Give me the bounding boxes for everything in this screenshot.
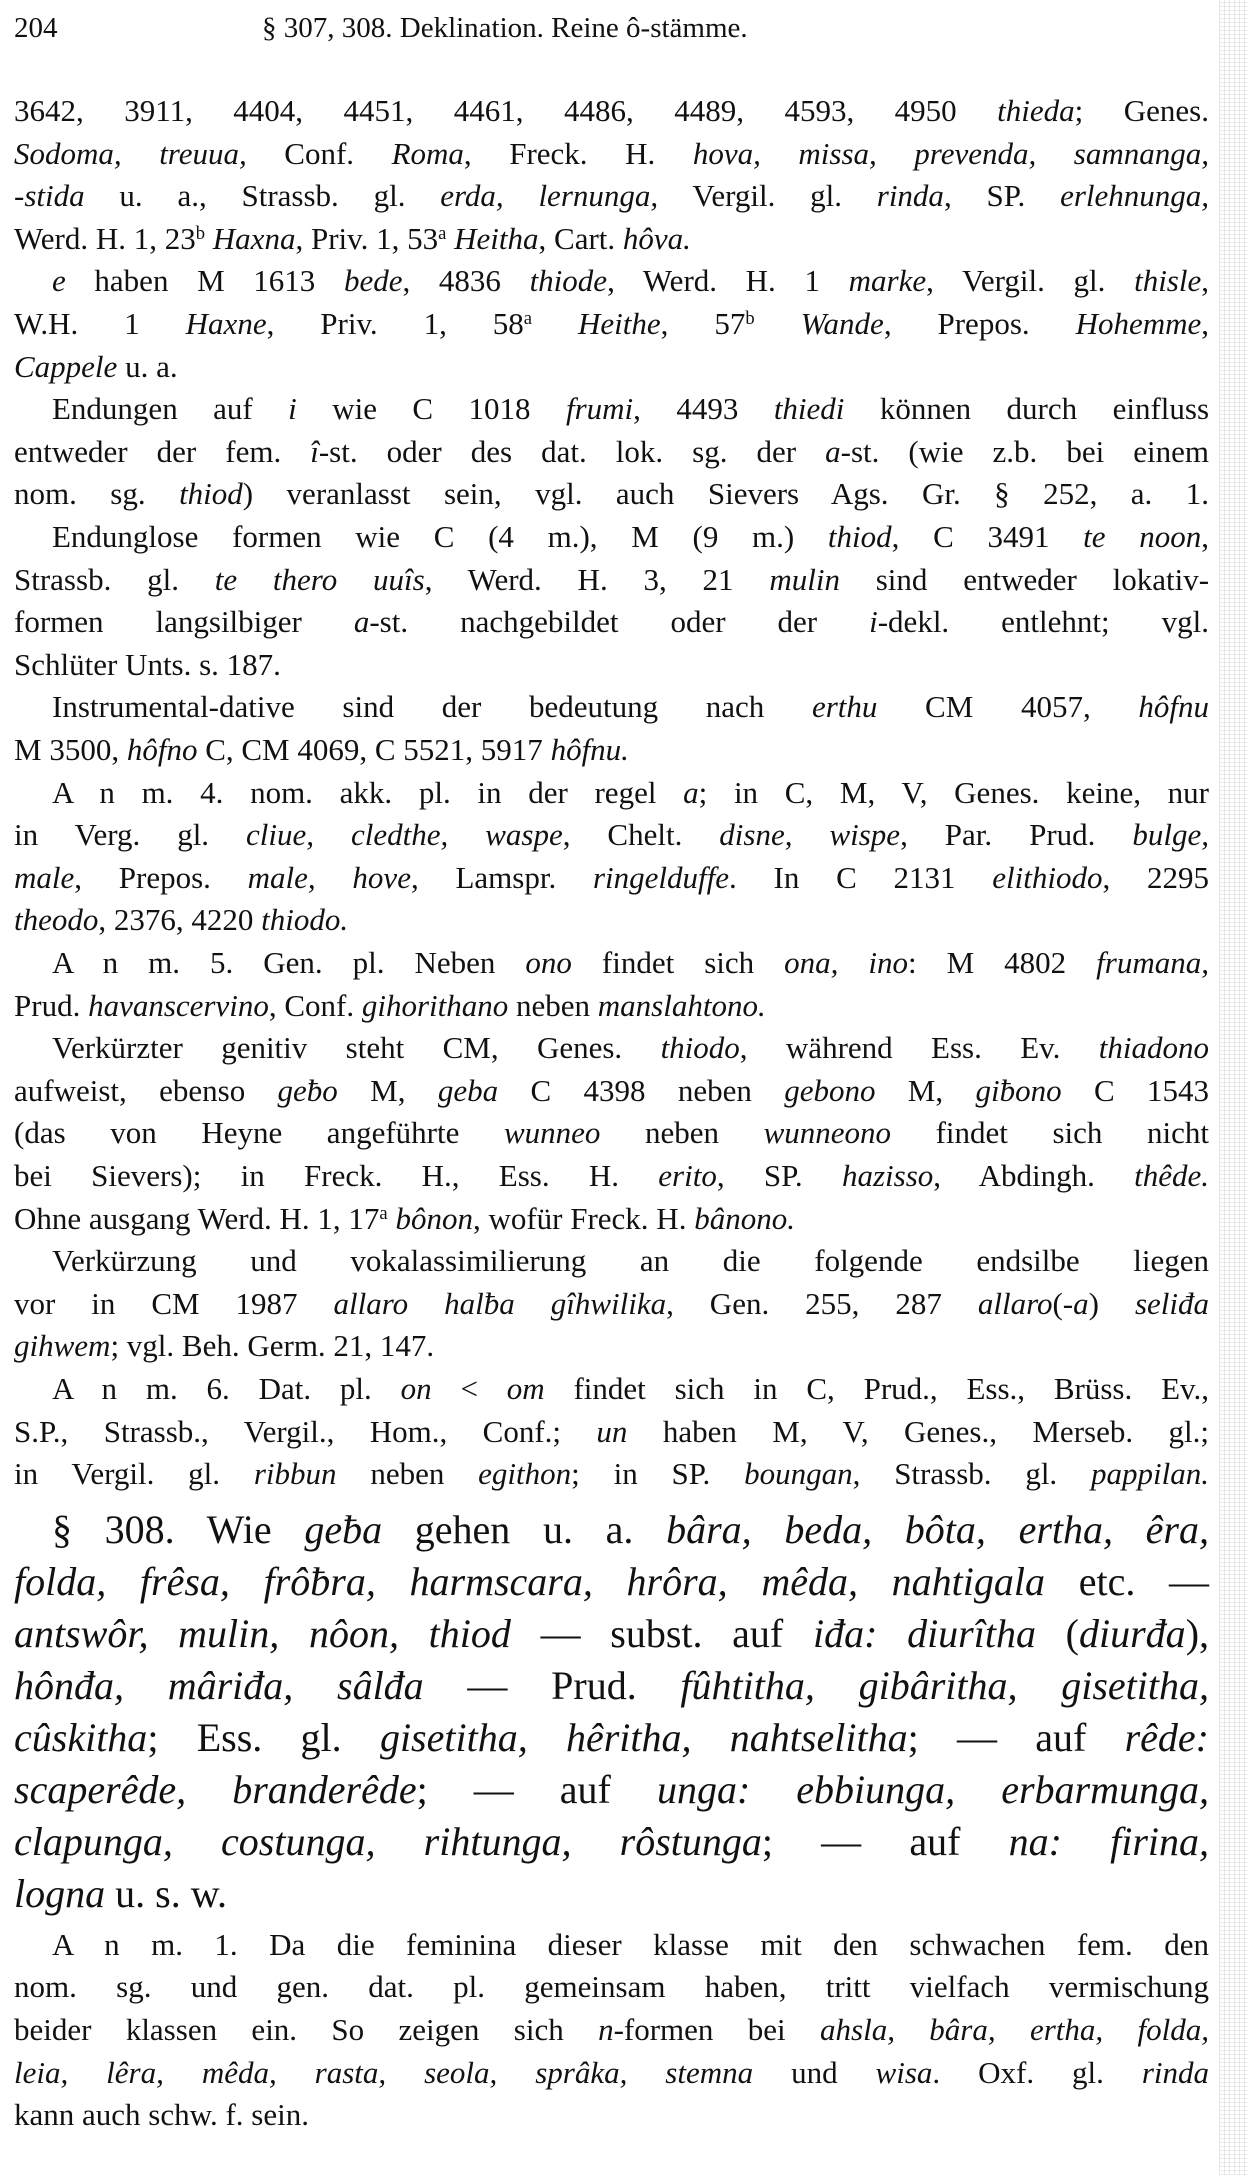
text-run: ; — auf (761, 1818, 1009, 1864)
text-run: A n m. 6. Dat. pl. (52, 1371, 401, 1406)
text-run: bei Sievers); in Freck. H., Ess. H. (14, 1158, 659, 1193)
italic-term: om (506, 1371, 545, 1406)
italic-term: thiode (529, 263, 608, 299)
italic-term: theodo (14, 902, 99, 938)
text-run: , 57 (660, 306, 746, 341)
text-run: < (431, 1371, 507, 1406)
text-run: . In C 2131 (729, 859, 993, 895)
text-run: , Vergil. gl. (926, 263, 1135, 299)
italic-term: wunneo (503, 1115, 601, 1151)
text-line (14, 1453, 1209, 1495)
text-line (14, 1112, 1209, 1154)
text-line (52, 942, 1209, 984)
italic-term: thiedi (773, 391, 845, 427)
text-run: formen langsilbiger (14, 604, 354, 640)
italic-term: thiod (179, 476, 243, 512)
italic-term: male (14, 859, 75, 895)
italic-term: ona, ino (784, 945, 908, 980)
text-line (14, 729, 1209, 771)
text-line (14, 2094, 1209, 2136)
text-run: ) veranlasst sein, vgl. auch Sievers Ags. Gr. § 252, a. 1. (242, 476, 1209, 512)
text-run: ( (1035, 1610, 1079, 1656)
text-run: , Strassb. gl. (852, 1456, 1091, 1492)
text-run: findet sich nicht (891, 1115, 1209, 1151)
text-line (14, 1070, 1209, 1112)
italic-term: -stida (14, 178, 85, 214)
italic-term: scaperêde, branderêde (14, 1766, 417, 1812)
italic-term: manslahtono. (597, 987, 766, 1023)
italic-term: thieda (997, 93, 1075, 128)
text-run: Verkürzung und vokalassimilierung an die folgende endsilbe liegen (52, 1243, 1209, 1279)
text-run: ; — auf (907, 1714, 1125, 1760)
italic-term: thiadono (1098, 1030, 1210, 1066)
text-run: , SP. (716, 1158, 842, 1193)
italic-term: rêde: (1124, 1714, 1210, 1760)
italic-term: Heitha (454, 220, 539, 256)
text-run: — Prud. (423, 1662, 681, 1708)
text-run: M 3500, (14, 732, 127, 767)
section-308-line (14, 1556, 1209, 1608)
text-run: CM 4057, (877, 689, 1139, 725)
italic-term: n (598, 2012, 614, 2047)
text-run: neben (508, 987, 598, 1023)
text-run: , Gen. 255, 287 (666, 1285, 978, 1321)
text-line (52, 1924, 1209, 1966)
text-run: ; in SP. (571, 1456, 745, 1492)
text-run: A n m. 1. Da die feminina dieser klasse mit den schwachen fem. den (52, 1926, 1209, 1962)
italic-term: thêde. (1134, 1158, 1209, 1193)
text-line (14, 2009, 1209, 2051)
italic-term: Haxne (185, 306, 267, 341)
italic-term: bulge, (1132, 817, 1209, 853)
italic-term: allaro halƀa gîhwilika (333, 1285, 667, 1321)
italic-term: cliue, cledthe, waspe (246, 817, 563, 853)
text-line (14, 303, 1209, 345)
superscript: b (195, 222, 206, 244)
text-run: können durch einfluss (844, 391, 1210, 427)
text-line (14, 857, 1209, 899)
text-run: C, CM 4069, C 5521, 5917 (197, 732, 551, 767)
italic-term: a (825, 433, 841, 469)
text-run: , C 3491 (891, 519, 1084, 554)
running-header (14, 8, 1209, 48)
italic-term: gisetitha, hêritha, nahtselitha (379, 1714, 908, 1760)
text-run: , Abdingh. (933, 1158, 1135, 1193)
text-run: ; Genes. (1074, 93, 1209, 128)
superscript: a (379, 1202, 388, 1224)
text-line (14, 473, 1209, 515)
italic-term: antswôr, mulin, nôon, thiod (14, 1610, 511, 1656)
text-run: wie C 1018 (296, 391, 566, 427)
italic-term: te noon (1083, 519, 1202, 554)
text-run: Werd. H. 1, 23 (14, 220, 196, 256)
text-run: beider klassen ein. So zeigen sich (14, 2012, 599, 2047)
text-run: Verkürzter genitiv steht CM, Genes. (52, 1030, 661, 1066)
italic-term: î (310, 433, 319, 469)
section-308-line (52, 1504, 1209, 1556)
text-run: Conf. (246, 135, 392, 171)
text-run (205, 221, 213, 256)
text-run (755, 306, 801, 341)
text-run: -st. (wie z.b. bei einem (840, 433, 1209, 469)
text-run: , Lamspr. (410, 859, 593, 895)
italic-term: bânono. (694, 1200, 795, 1236)
text-line (14, 899, 1209, 941)
italic-term: un (596, 1413, 628, 1449)
text-line (52, 1368, 1209, 1410)
italic-term: egithon (478, 1456, 572, 1492)
text-run: , Freck. H. (463, 135, 693, 171)
italic-term: leia, lêra, mêda, rasta, seola, sprâka, stemna (14, 2054, 754, 2090)
italic-term: bâra, beda, bôta, ertha, êra, (666, 1506, 1210, 1552)
text-run: ; vgl. Beh. Germ. 21, 147. (110, 1328, 435, 1364)
italic-term: erlehnunga, (1060, 178, 1210, 214)
italic-term: disne, wispe (719, 817, 901, 853)
text-run: M, (337, 1072, 438, 1108)
italic-term: Haxna (212, 220, 296, 256)
text-run: , Prepos. (74, 859, 248, 895)
text-run: u. a. (117, 348, 178, 384)
text-run: : M 4802 (908, 945, 1097, 980)
text-line (52, 686, 1209, 728)
text-run: , Werd. H. 1 (607, 263, 849, 299)
italic-term: frumana, (1096, 945, 1209, 980)
text-run: (- (1052, 1285, 1074, 1321)
text-run: C 1543 (1061, 1072, 1209, 1108)
section-308-line (14, 1712, 1209, 1764)
text-run: neben (336, 1456, 479, 1492)
italic-term: gihwem (14, 1328, 111, 1364)
italic-term: wunneono (763, 1115, 892, 1151)
italic-term: ono (525, 945, 572, 980)
italic-term: a (1073, 1285, 1089, 1321)
section-308-line (14, 1816, 1209, 1868)
text-line (52, 1240, 1209, 1282)
italic-term: geba (437, 1072, 499, 1108)
italic-term: i (288, 391, 297, 427)
italic-term: hônđa, mâriđa, sâlđa (14, 1662, 424, 1708)
italic-term: thiod (827, 519, 892, 554)
text-run (532, 306, 578, 341)
text-run: M, (875, 1072, 976, 1108)
text-run: — subst. auf (510, 1610, 813, 1656)
italic-term: Sodoma, treuua, (14, 135, 247, 171)
text-line (52, 388, 1209, 430)
text-run: und (753, 2054, 876, 2090)
text-run: , 2295 (1102, 859, 1210, 895)
text-run: A n m. 5. Gen. pl. Neben (52, 945, 526, 980)
text-run: § 308. Wie (52, 1506, 305, 1552)
text-line (14, 814, 1209, 856)
italic-term: Wande (800, 306, 884, 341)
italic-term: frumi (565, 391, 634, 427)
text-line (14, 1155, 1209, 1197)
text-run: A n m. 4. nom. akk. pl. in der regel (52, 774, 684, 810)
italic-term: unga: ebbiunga, erbarmunga, (656, 1766, 1209, 1812)
italic-term: marke (848, 263, 927, 299)
italic-term: iđa: diurîtha (812, 1610, 1036, 1656)
text-run: neben (600, 1115, 764, 1151)
text-run: 3642, 3911, 4404, 4451, 4461, 4486, 4489, 4593, 4950 (14, 93, 998, 128)
text-line (14, 559, 1209, 601)
italic-term: hova, missa, prevenda, samnanga, (692, 135, 1209, 171)
italic-term: Cappele (14, 348, 118, 384)
text-run: findet sich (571, 945, 785, 980)
italic-term: fûhtitha, gibâritha, gisetitha, (680, 1662, 1209, 1708)
text-line (14, 2052, 1209, 2094)
italic-term: hôva. (622, 220, 691, 256)
page-edge-scan-noise (1219, 0, 1247, 2175)
italic-term: na: firina, (1008, 1818, 1209, 1864)
text-line (14, 1198, 1209, 1240)
section-308-line (14, 1764, 1209, 1816)
italic-term: gihorithano (361, 987, 509, 1023)
text-run: Schlüter Unts. s. 187. (14, 646, 281, 682)
italic-term: allaro (977, 1285, 1053, 1321)
italic-term: ribbun (253, 1456, 337, 1492)
text-run: nom. sg. (14, 476, 180, 512)
text-run: Ohne ausgang Werd. H. 1, 17 (14, 1200, 380, 1236)
text-run: Instrumental-dative sind der bedeutung nach (52, 689, 812, 725)
italic-term: erthu (811, 689, 878, 725)
text-run: , Cart. (538, 220, 623, 256)
text-run: ) (1088, 1285, 1135, 1321)
text-run: , 4836 (402, 263, 530, 299)
text-run (446, 221, 454, 256)
text-run: (das von Heyne angeführte (14, 1115, 504, 1151)
text-line (52, 1027, 1209, 1069)
text-run: . Oxf. gl. (932, 2054, 1142, 2090)
text-run: ; in C, M, V, Genes. keine, nur (698, 774, 1209, 810)
text-run: etc. — (1045, 1558, 1209, 1604)
text-run: S.P., Strassb., Vergil., Hom., Conf.; (14, 1413, 597, 1449)
text-run: u. s. w. (105, 1870, 227, 1916)
section-308-line (14, 1660, 1209, 1712)
superscript: b (745, 307, 755, 329)
italic-term: a (353, 604, 370, 640)
italic-term: rinda (876, 178, 944, 214)
italic-term: folda, frêsa, frôƀra, harmscara, hrôra, mêda, nahtigala (14, 1558, 1046, 1604)
italic-term: rinda (1141, 2054, 1210, 2090)
text-line (14, 1411, 1209, 1453)
section-308-line (14, 1608, 1209, 1660)
italic-term: cûskitha (14, 1714, 148, 1760)
running-title: § 307, 308. Deklination. Reine ô-stämme. (262, 12, 748, 44)
italic-term: havanscervino (88, 987, 269, 1023)
text-run: nom. sg. und gen. dat. pl. gemeinsam haben, tritt vielfach vermischung (14, 1969, 1209, 2005)
text-run: W.H. 1 (14, 306, 186, 341)
italic-term: hôfnu. (550, 732, 629, 767)
italic-term: pappilan. (1091, 1456, 1209, 1492)
text-run: , wofür Freck. H. (472, 1200, 695, 1236)
text-line (14, 1325, 1209, 1367)
text-run: C 4398 neben (498, 1072, 785, 1108)
section-308-line (14, 1868, 1209, 1920)
text-run: ; — auf (416, 1766, 657, 1812)
text-run: haben M 1613 (65, 263, 344, 299)
italic-term: ringelduffe (592, 859, 730, 895)
text-run: , (1201, 306, 1210, 341)
italic-term: elithiodo (992, 859, 1103, 895)
text-run: Prud. (14, 987, 89, 1023)
text-line (14, 431, 1209, 473)
italic-term: bônon (395, 1200, 473, 1236)
italic-term: e (52, 263, 66, 299)
italic-term: ahsla, bâra, ertha, folda, (820, 2012, 1210, 2047)
text-run: in Vergil. gl. (14, 1456, 254, 1492)
italic-term: te thero uuîs (214, 561, 425, 597)
text-run: , Priv. 1, 58 (266, 306, 524, 341)
text-line (52, 516, 1209, 558)
text-line (14, 133, 1209, 175)
text-run: -formen bei (613, 2012, 821, 2047)
text-run: , Priv. 1, 53 (295, 220, 439, 256)
text-run: Vergil. gl. (658, 178, 877, 214)
italic-term: giƀono (975, 1072, 1062, 1108)
text-run: , SP. (943, 178, 1061, 214)
italic-term: geƀa (304, 1506, 383, 1552)
text-line (14, 346, 1209, 388)
text-run: in Verg. gl. (14, 817, 247, 853)
text-run: vor in CM 1987 (14, 1285, 334, 1321)
text-run: , Conf. (268, 987, 362, 1023)
text-run: , während Ess. Ev. (739, 1030, 1099, 1066)
text-run: -st. nachgebildet oder der (369, 604, 870, 640)
text-run: haben M, V, Genes., Merseb. gl.; (627, 1413, 1209, 1449)
text-line (14, 601, 1209, 643)
text-run: ; Ess. gl. (147, 1714, 380, 1760)
superscript: a (438, 222, 447, 244)
text-run: , (1201, 263, 1209, 299)
italic-term: logna (14, 1870, 106, 1916)
italic-term: thisle (1134, 263, 1202, 299)
text-run: gehen u. a. (382, 1506, 667, 1552)
text-run: , Prepos. (883, 306, 1076, 341)
text-line (14, 644, 1209, 686)
text-run: , 2376, 4220 (98, 902, 262, 938)
italic-term: wisa (875, 2054, 933, 2090)
italic-term: Heithe (578, 306, 661, 341)
text-run: Endunglose formen wie C (4 m.), M (9 m.) (52, 519, 828, 554)
italic-term: i (869, 604, 878, 640)
text-run: , Chelt. (562, 817, 720, 853)
text-run: findet sich in C, Prud., Ess., Brüss. Ev., (544, 1371, 1209, 1406)
text-run: ), (1185, 1610, 1210, 1656)
text-run: , Werd. H. 3, 21 (424, 561, 770, 597)
italic-term: gebono (784, 1072, 876, 1108)
text-run: -st. oder des dat. lok. sg. der (318, 433, 826, 469)
italic-term: a (683, 774, 699, 810)
superscript: a (523, 307, 533, 329)
italic-term: erito (658, 1158, 717, 1193)
text-line (52, 772, 1209, 814)
italic-term: diurđa (1079, 1610, 1186, 1656)
italic-term: hôfnu (1138, 689, 1209, 725)
text-run: -dekl. entlehnt; vgl. (877, 604, 1209, 640)
text-run: , 4493 (633, 391, 774, 427)
text-run: aufweist, ebenso (14, 1072, 278, 1108)
text-run: entweder der fem. (14, 433, 311, 469)
text-line (14, 218, 1209, 260)
text-line (14, 175, 1209, 217)
text-line (14, 1966, 1209, 2008)
italic-term: thiodo. (261, 902, 349, 938)
page-number: 204 (14, 12, 58, 44)
text-run: kann auch schw. f. sein. (14, 2097, 309, 2133)
italic-term: hôfno (126, 732, 198, 767)
italic-term: mulin (769, 561, 840, 597)
italic-term: seliđa (1134, 1285, 1209, 1321)
text-run: sind entweder lokativ- (839, 561, 1210, 597)
text-run: , (1201, 519, 1209, 554)
text-line (14, 985, 1209, 1027)
italic-term: male, hove (247, 859, 411, 895)
italic-term: thiodo (660, 1030, 740, 1066)
italic-term: hazisso (841, 1158, 934, 1193)
italic-term: bede (343, 263, 403, 299)
text-line (14, 1283, 1209, 1325)
italic-term: Roma (391, 135, 464, 171)
text-run: u. a., Strassb. gl. (84, 178, 441, 214)
text-run: Strassb. gl. (14, 561, 215, 597)
text-run: , Par. Prud. (900, 817, 1133, 853)
italic-term: on (400, 1371, 432, 1406)
italic-term: geƀo (277, 1072, 338, 1108)
italic-term: clapunga, costunga, rihtunga, rôstunga (14, 1818, 762, 1864)
text-line (14, 90, 1209, 132)
italic-term: boungan (744, 1456, 853, 1492)
italic-term: erda, lernunga, (440, 178, 659, 214)
text-run: Endungen auf (52, 391, 289, 427)
italic-term: Hohemme (1075, 306, 1202, 341)
text-line (52, 260, 1209, 302)
